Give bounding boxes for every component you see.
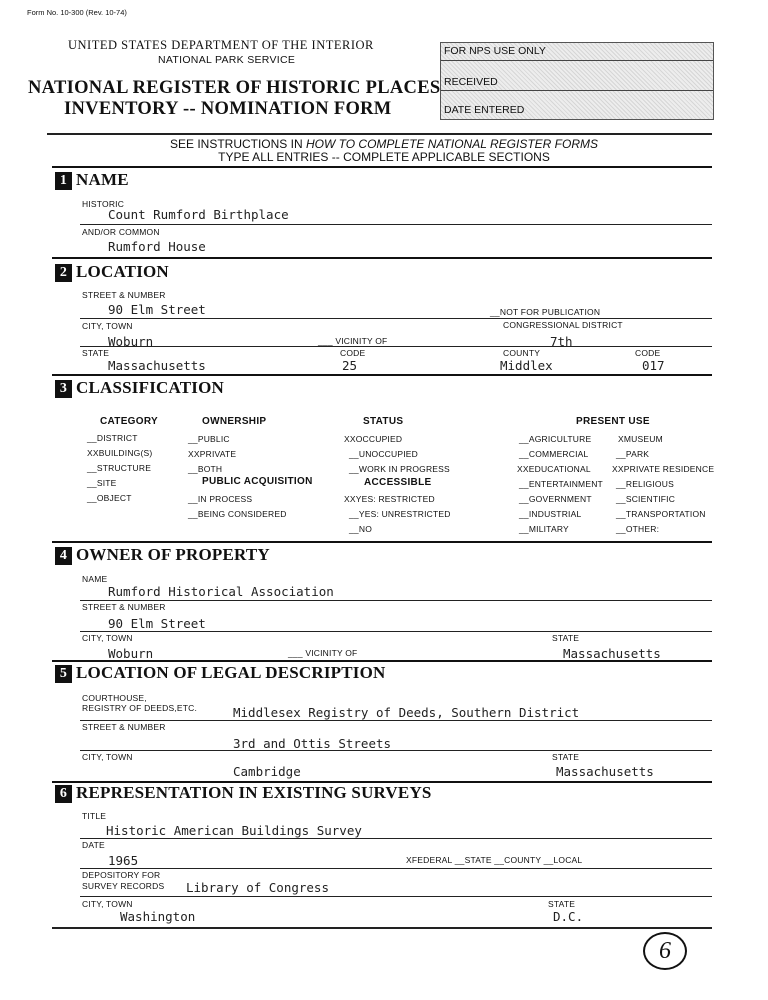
category-option: __OBJECT (87, 493, 132, 503)
acquisition-option: __IN PROCESS (188, 494, 253, 504)
state-label: STATE (82, 348, 110, 358)
date-label: DATE (82, 840, 105, 850)
legal-street-label: STREET & NUMBER (82, 722, 166, 732)
use-option: __AGRICULTURE (519, 434, 592, 444)
owner-state: Massachusetts (563, 646, 661, 661)
owner-city: Woburn (108, 646, 154, 661)
depository-label-2: SURVEY RECORDS (82, 881, 165, 891)
section-2-heading: 2 LOCATION (55, 262, 169, 282)
owner-name-label: NAME (82, 574, 108, 584)
section-5-heading: 5 LOCATION OF LEGAL DESCRIPTION (55, 663, 386, 683)
county: Middlex (500, 358, 553, 373)
survey-title-label: TITLE (82, 811, 107, 821)
category-option: XXBUILDING(S) (87, 448, 153, 458)
present-use-heading: PRESENT USE (576, 416, 650, 427)
owner-vicinity-label: ___ VICINITY OF (288, 648, 358, 658)
form-title-1: NATIONAL REGISTER OF HISTORIC PLACES (28, 78, 441, 98)
state-code: 25 (342, 358, 358, 373)
divider (47, 133, 712, 135)
nps-use-box (440, 42, 714, 120)
ownership-option: __BOTH (188, 464, 223, 474)
owner-city-label: CITY, TOWN (82, 633, 133, 643)
survey-state: D.C. (553, 909, 584, 924)
historic-label: HISTORIC (82, 199, 125, 209)
section-1-heading: 1 NAME (55, 170, 129, 190)
use-option: __INDUSTRIAL (519, 509, 582, 519)
legal-street: 3rd and Ottis Streets (233, 736, 392, 751)
use-option: XXPRIVATE RESIDENCE (612, 464, 715, 474)
use-option: __MILITARY (519, 524, 569, 534)
date-entered-label: DATE ENTERED (444, 104, 525, 116)
legal-city-label: CITY, TOWN (82, 752, 133, 762)
category-heading: CATEGORY (100, 416, 158, 427)
legal-state: Massachusetts (556, 764, 654, 779)
ownership-option: __PUBLIC (188, 434, 230, 444)
status-option: __WORK IN PROGRESS (349, 464, 450, 474)
location-state: Massachusetts (108, 358, 206, 373)
public-acquisition-heading: PUBLIC ACQUISITION (202, 476, 313, 487)
use-option: __COMMERCIAL (519, 449, 589, 459)
registry-label: REGISTRY OF DEEDS,ETC. (82, 703, 198, 713)
category-option: __DISTRICT (87, 433, 138, 443)
department: UNITED STATES DEPARTMENT OF THE INTERIOR (68, 38, 374, 52)
use-option: __GOVERNMENT (519, 494, 592, 504)
survey-date: 1965 (108, 853, 139, 868)
acquisition-option: __BEING CONSIDERED (188, 509, 287, 519)
use-option: __RELIGIOUS (616, 479, 674, 489)
section-3-heading: 3 CLASSIFICATION (55, 378, 224, 398)
use-option: __SCIENTIFIC (616, 494, 676, 504)
received-label: RECEIVED (444, 76, 498, 88)
use-option: __TRANSPORTATION (616, 509, 706, 519)
common-label: AND/OR COMMON (82, 227, 160, 237)
survey-title: Historic American Buildings Survey (106, 823, 362, 838)
courthouse: Middlesex Registry of Deeds, Southern District (233, 705, 580, 720)
survey-city: Washington (120, 909, 196, 924)
status-option: XXOCCUPIED (344, 434, 403, 444)
courthouse-label: COURTHOUSE, (82, 693, 147, 703)
owner-street: 90 Elm Street (108, 616, 206, 631)
category-option: __SITE (87, 478, 117, 488)
location-street: 90 Elm Street (108, 302, 206, 317)
common-name: Rumford House (108, 239, 206, 254)
survey-levels: XFEDERAL __STATE __COUNTY __LOCAL (406, 855, 583, 865)
accessible-heading: ACCESSIBLE (364, 477, 432, 488)
status-heading: STATUS (363, 416, 404, 427)
page-number-mark: 6 (643, 932, 687, 970)
ownership-option: XXPRIVATE (188, 449, 237, 459)
status-option: __UNOCCUPIED (349, 449, 418, 459)
vicinity-label: ___ VICINITY OF (318, 336, 388, 346)
county-code: 017 (642, 358, 665, 373)
legal-state-label: STATE (552, 752, 580, 762)
depository-label-1: DEPOSITORY FOR (82, 870, 161, 880)
legal-city: Cambridge (233, 764, 301, 779)
congressional-district: 7th (550, 334, 573, 349)
street-label: STREET & NUMBER (82, 290, 166, 300)
ownership-heading: OWNERSHIP (202, 416, 267, 427)
owner-state-label: STATE (552, 633, 580, 643)
accessible-option: __NO (349, 524, 373, 534)
location-city: Woburn (108, 334, 154, 349)
accessible-option: __YES: UNRESTRICTED (349, 509, 451, 519)
owner-name: Rumford Historical Association (108, 584, 334, 599)
use-option: __OTHER: (616, 524, 660, 534)
section-6-heading: 6 REPRESENTATION IN EXISTING SURVEYS (55, 783, 432, 803)
use-option: __ENTERTAINMENT (519, 479, 603, 489)
form-title-2: INVENTORY -- NOMINATION FORM (64, 99, 392, 119)
instructions-2: TYPE ALL ENTRIES -- COMPLETE APPLICABLE SECTIONS (218, 150, 550, 164)
county-label: COUNTY (503, 348, 541, 358)
section-4-heading: 4 OWNER OF PROPERTY (55, 545, 270, 565)
accessible-option: XXYES: RESTRICTED (344, 494, 435, 504)
use-option: XXEDUCATIONAL (517, 464, 591, 474)
use-option: __PARK (616, 449, 650, 459)
survey-city-label: CITY, TOWN (82, 899, 133, 909)
category-option: __STRUCTURE (87, 463, 152, 473)
congressional-label: CONGRESSIONAL DISTRICT (503, 320, 623, 330)
survey-state-label: STATE (548, 899, 576, 909)
nps-use-label: FOR NPS USE ONLY (444, 45, 546, 57)
code-label: CODE (340, 348, 366, 358)
depository: Library of Congress (186, 880, 329, 895)
service: NATIONAL PARK SERVICE (158, 54, 296, 66)
use-option: XMUSEUM (618, 434, 663, 444)
instructions-1: SEE INSTRUCTIONS IN HOW TO COMPLETE NATIONAL REGISTER FORMS (169, 137, 599, 151)
not-for-publication: __NOT FOR PUBLICATION (490, 307, 601, 317)
form-number: Form No. 10-300 (Rev. 10-74) (27, 8, 127, 17)
historic-name: Count Rumford Birthplace (108, 207, 289, 222)
city-label: CITY, TOWN (82, 321, 133, 331)
owner-street-label: STREET & NUMBER (82, 602, 166, 612)
code2-label: CODE (635, 348, 661, 358)
